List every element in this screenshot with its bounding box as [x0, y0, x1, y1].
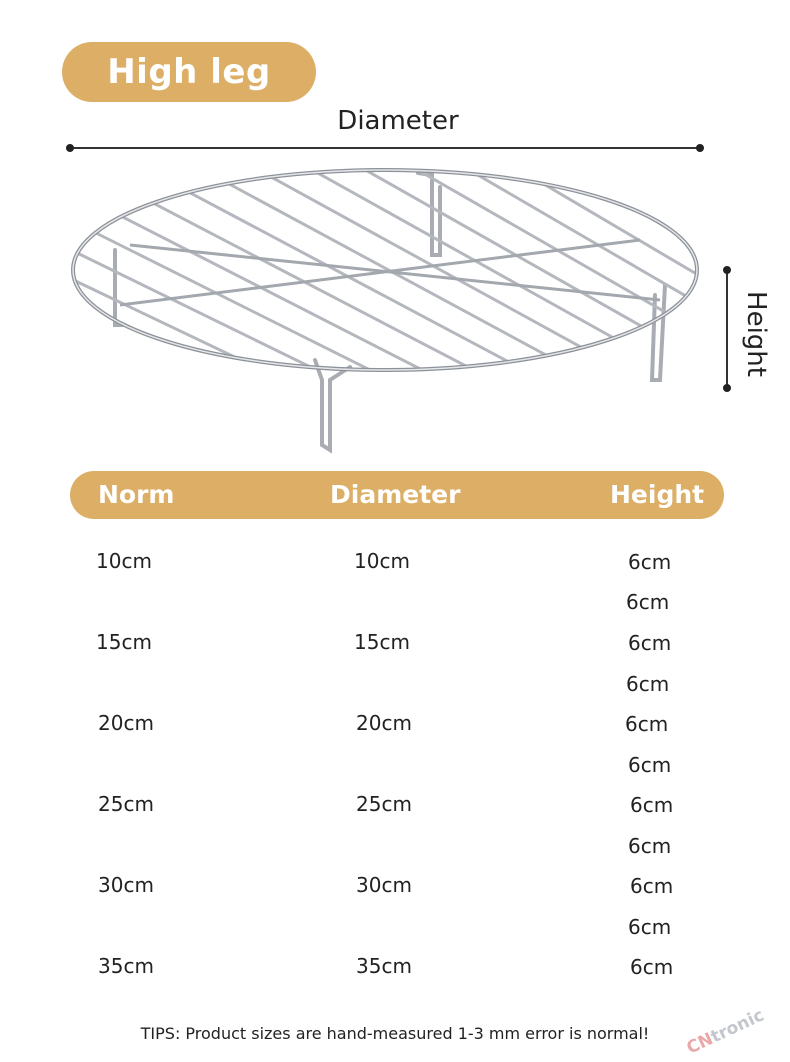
height-cell-5: 6cm	[625, 712, 669, 736]
height-cell-7: 6cm	[630, 793, 674, 817]
brand-watermark: CNtronic	[683, 1005, 768, 1059]
diameter-line-start-dot	[66, 144, 74, 152]
diameter-dimension-line	[70, 147, 700, 149]
table-header	[70, 471, 724, 519]
header-norm: Norm	[98, 480, 175, 509]
height-cell-9: 6cm	[630, 874, 674, 898]
height-cell-3: 6cm	[628, 631, 672, 655]
height-cell-4: 6cm	[626, 672, 670, 696]
height-cell-1: 6cm	[628, 550, 672, 574]
high-leg-badge	[62, 42, 316, 102]
norm-cell-1: 10cm	[96, 549, 152, 573]
diameter-cell-3: 20cm	[356, 711, 412, 735]
diameter-cell-5: 30cm	[356, 873, 412, 897]
tips-note: TIPS: Product sizes are hand-measured 1-3 mm error is normal!	[140, 1024, 650, 1043]
rack-supports	[120, 240, 660, 305]
height-cell-2: 6cm	[626, 590, 670, 614]
norm-cell-3: 20cm	[98, 711, 154, 735]
header-height: Height	[610, 480, 705, 509]
norm-cell-6: 35cm	[98, 954, 154, 978]
diameter-cell-2: 15cm	[354, 630, 410, 654]
diameter-dimension-label: Diameter	[337, 106, 459, 136]
height-line-bottom-dot	[723, 384, 731, 392]
height-dimension-line	[726, 270, 728, 388]
diameter-line-end-dot	[696, 144, 704, 152]
rack-illustration	[60, 155, 710, 460]
height-cell-11: 6cm	[630, 955, 674, 979]
diameter-cell-4: 25cm	[356, 792, 412, 816]
diameter-cell-1: 10cm	[354, 549, 410, 573]
norm-cell-4: 25cm	[98, 792, 154, 816]
diameter-cell-6: 35cm	[356, 954, 412, 978]
norm-cell-5: 30cm	[98, 873, 154, 897]
header-diameter: Diameter	[330, 480, 461, 509]
badge-label: High leg	[107, 52, 271, 92]
norm-cell-2: 15cm	[96, 630, 152, 654]
height-dimension-label: Height	[741, 291, 771, 377]
height-cell-6: 6cm	[628, 753, 672, 777]
height-cell-8: 6cm	[628, 834, 672, 858]
height-cell-10: 6cm	[628, 915, 672, 939]
height-line-top-dot	[723, 266, 731, 274]
